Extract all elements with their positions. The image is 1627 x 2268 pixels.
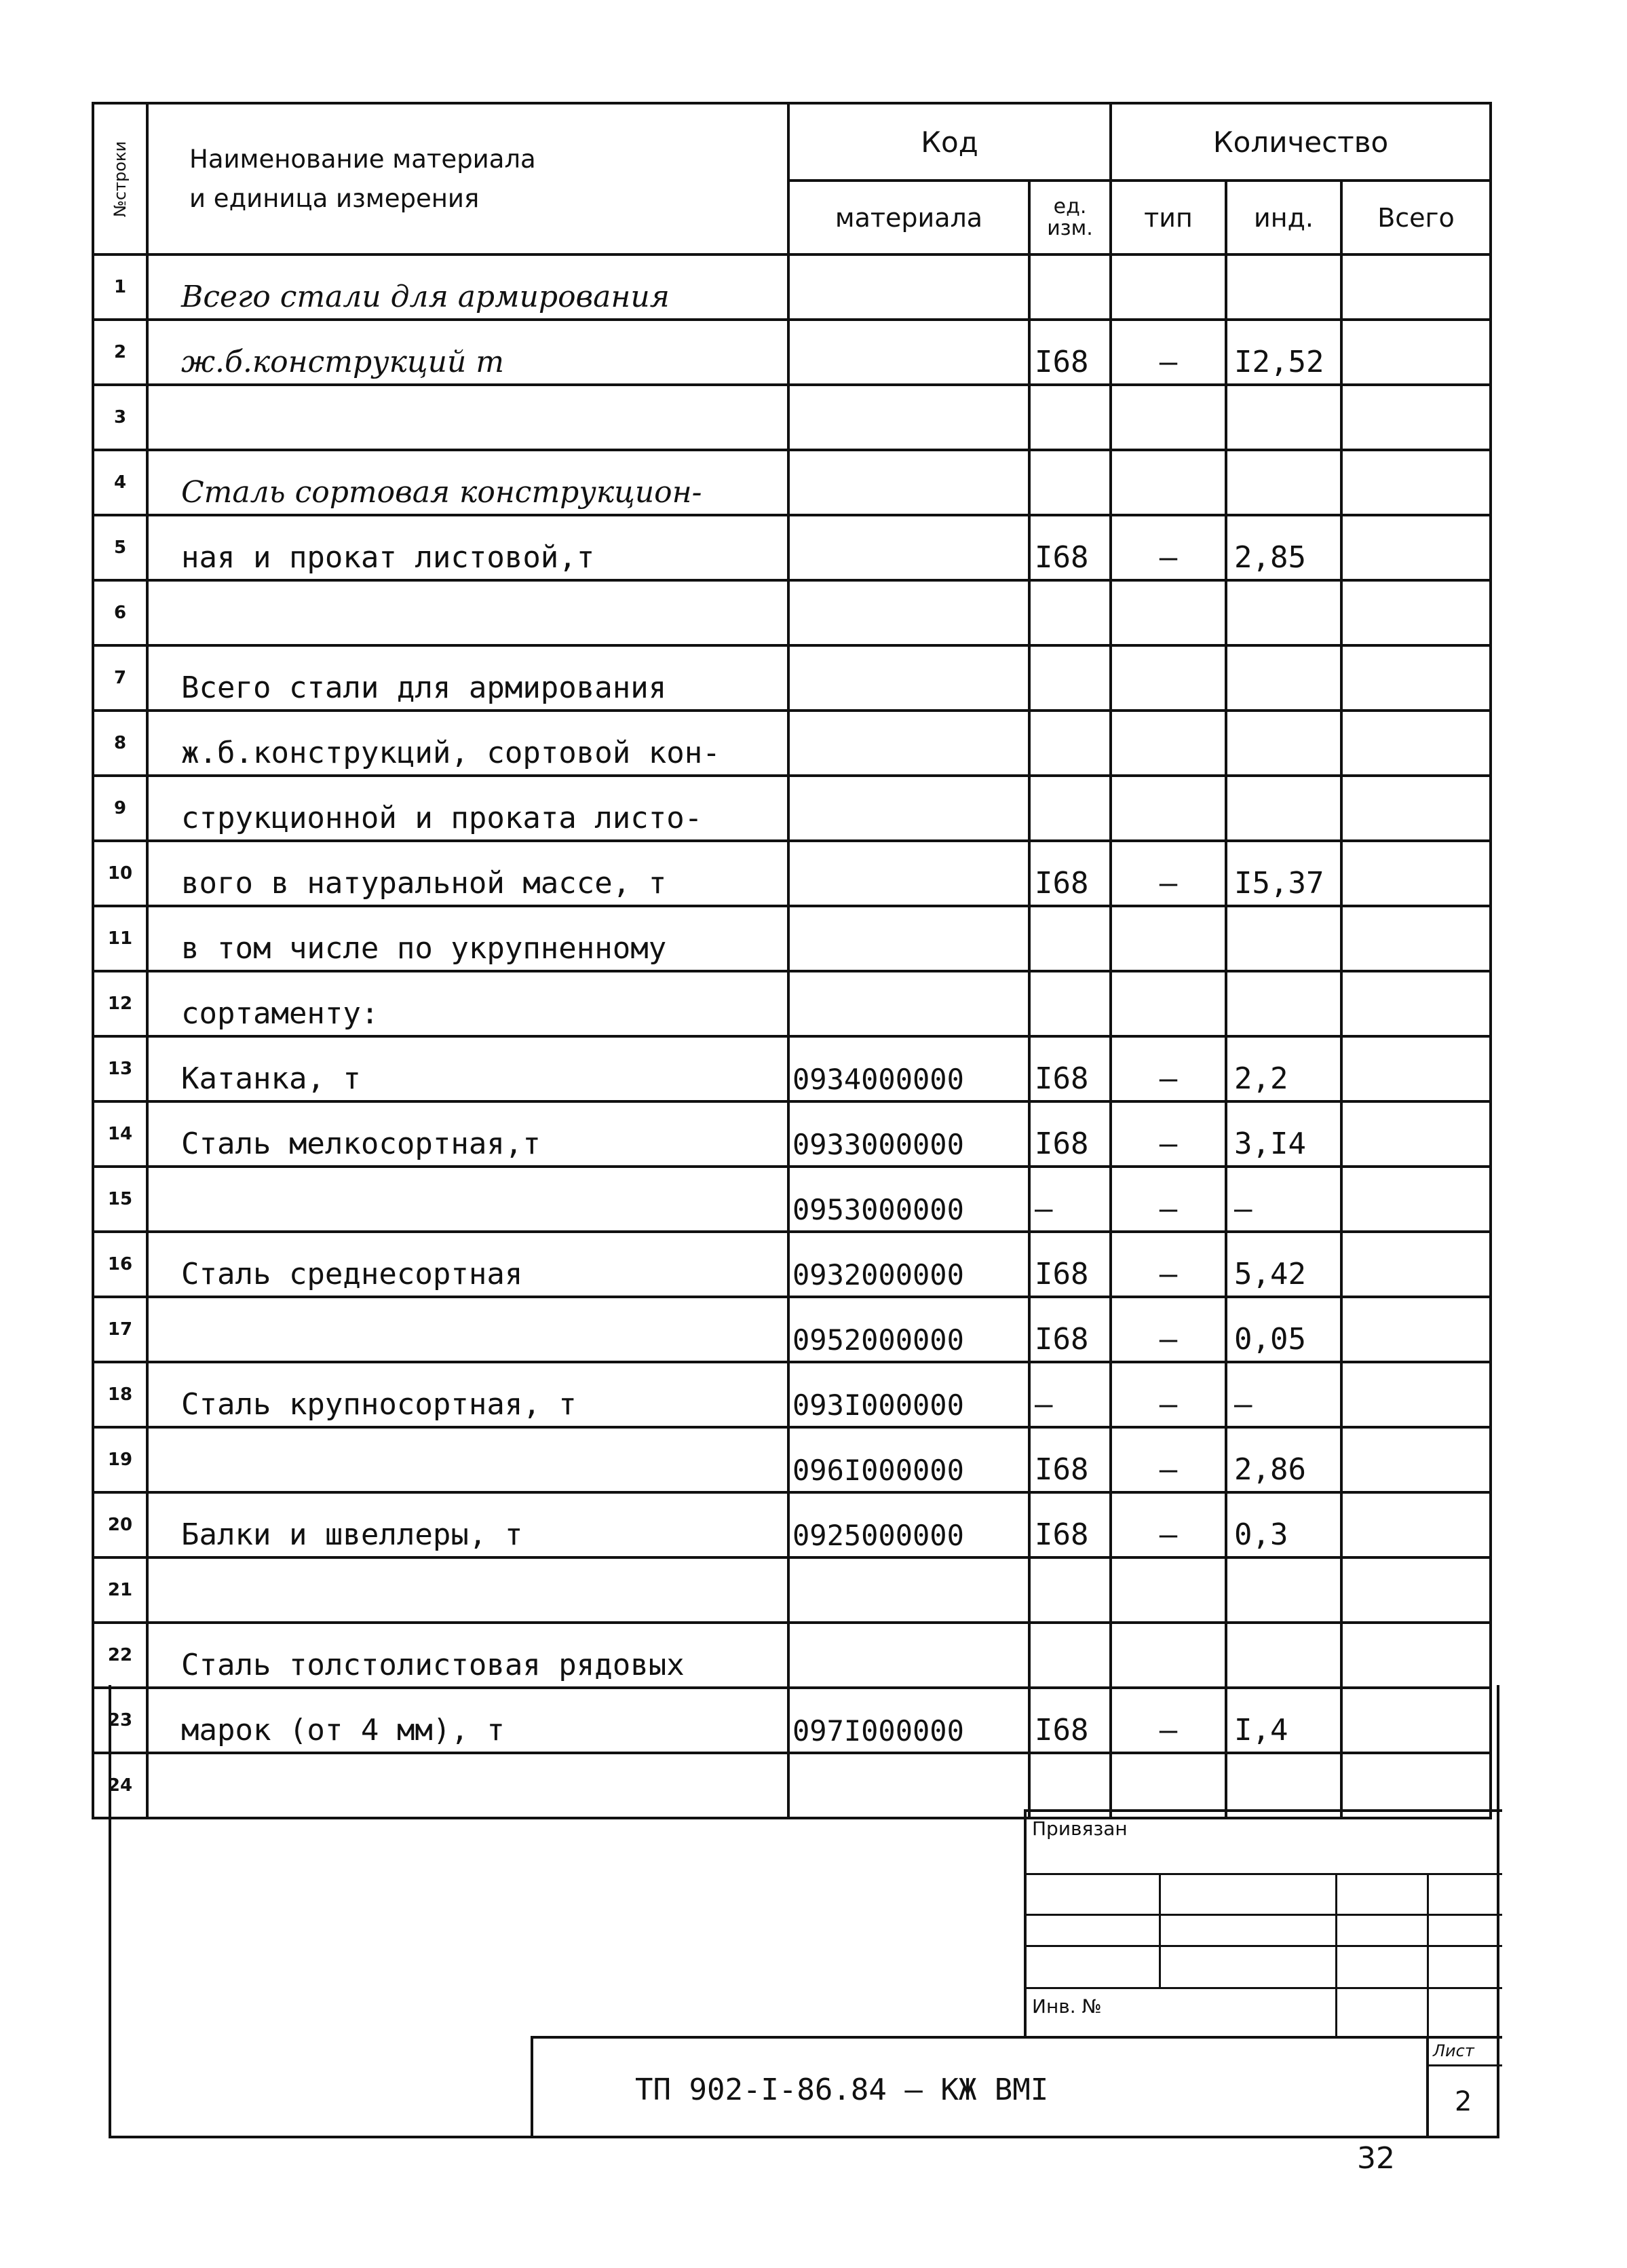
document-code: ТП 902-I-86.84 – КЖ ВМI (635, 2073, 1049, 2107)
quantity-type-cell (1111, 776, 1226, 841)
material-code-cell (788, 776, 1029, 841)
quantity-total-cell (1341, 1232, 1491, 1297)
materials-table-body (93, 254, 1491, 1818)
unit-code-cell: I68 (1029, 515, 1111, 580)
quantity-total-cell (1341, 580, 1491, 645)
quantity-total-cell (1341, 1427, 1491, 1492)
table-row (93, 1297, 1491, 1362)
quantity-total-cell (1341, 971, 1491, 1036)
row-number-cell: 20 (93, 1492, 147, 1557)
material-name-cell: ж.б.конструкций т (147, 320, 788, 385)
material-code-cell (788, 320, 1029, 385)
quantity-type-cell (1111, 254, 1226, 320)
page-number: 32 (1357, 2141, 1395, 2176)
table-row (93, 711, 1491, 776)
quantity-ind-cell (1226, 385, 1341, 450)
row-number-cell: 6 (93, 580, 147, 645)
material-code-cell (788, 971, 1029, 1036)
quantity-ind-cell (1226, 1623, 1341, 1688)
sheet-number: 2 (1455, 2086, 1472, 2117)
quantity-total-cell (1341, 906, 1491, 971)
quantity-type-cell: – (1111, 1297, 1226, 1362)
row-number-cell: 3 (93, 385, 147, 450)
quantity-total-cell (1341, 515, 1491, 580)
material-name-cell: Сталь толстолистовая рядовых (147, 1623, 788, 1688)
quantity-ind-cell (1226, 906, 1341, 971)
material-name-cell: Сталь мелкосортная,т (147, 1101, 788, 1167)
quantity-type-cell (1111, 1623, 1226, 1688)
quantity-type-cell (1111, 971, 1226, 1036)
title-block-frame (109, 1685, 1499, 2138)
quantity-ind-cell: – (1226, 1167, 1341, 1232)
code-group-header: Код (788, 103, 1111, 181)
row-number-cell: 13 (93, 1036, 147, 1101)
unit-code-cell (1029, 580, 1111, 645)
quantity-total-cell (1341, 385, 1491, 450)
table-row (93, 1101, 1491, 1167)
unit-code-cell (1029, 385, 1111, 450)
quantity-total-cell (1341, 1101, 1491, 1167)
quantity-ind-cell: 0,3 (1226, 1492, 1341, 1557)
quantity-ind-cell: 0,05 (1226, 1297, 1341, 1362)
row-number-cell: 11 (93, 906, 147, 971)
quantity-type-cell (1111, 1557, 1226, 1623)
material-code-cell (788, 711, 1029, 776)
quantity-type-cell: – (1111, 1232, 1226, 1297)
quantity-type-cell: – (1111, 320, 1226, 385)
quantity-ind-cell (1226, 776, 1341, 841)
table-row (93, 971, 1491, 1036)
unit-code-cell: I68 (1029, 320, 1111, 385)
row-number-cell: 14 (93, 1101, 147, 1167)
quantity-ind-cell: 2,86 (1226, 1427, 1341, 1492)
material-name-cell: сортаменту: (147, 971, 788, 1036)
quantity-type-cell (1111, 450, 1226, 515)
quantity-ind-cell: I2,52 (1226, 320, 1341, 385)
material-code-cell (788, 906, 1029, 971)
table-row (93, 1557, 1491, 1623)
material-name-cell (147, 1427, 788, 1492)
row-number-cell: 22 (93, 1623, 147, 1688)
quantity-ind-cell: – (1226, 1362, 1341, 1427)
unit-code-cell (1029, 450, 1111, 515)
row-number-cell: 8 (93, 711, 147, 776)
approval-divider (1027, 1914, 1502, 1916)
sheet-divider (1429, 2064, 1502, 2066)
material-name-cell (147, 1557, 788, 1623)
unit-code-cell: – (1029, 1167, 1111, 1232)
material-name-cell: Катанка, т (147, 1036, 788, 1101)
table-row (93, 1492, 1491, 1557)
table-row (93, 841, 1491, 906)
inventory-label: Инв. № (1032, 1995, 1102, 2018)
quantity-ind-cell (1226, 645, 1341, 711)
quantity-total-cell (1341, 841, 1491, 906)
approval-column-divider (1427, 1873, 1429, 2039)
unit-code-cell: I68 (1029, 841, 1111, 906)
row-number-cell: 10 (93, 841, 147, 906)
row-number-header: №строки (93, 103, 147, 254)
material-code-cell (788, 385, 1029, 450)
quantity-total-cell (1341, 711, 1491, 776)
material-code-cell: 096I000000 (788, 1427, 1029, 1492)
quantity-type-cell: – (1111, 1362, 1226, 1427)
material-code-cell (788, 580, 1029, 645)
quantity-type-cell: – (1111, 515, 1226, 580)
material-name-cell (147, 385, 788, 450)
approval-label: Привязан (1032, 1817, 1128, 1840)
sheet-cell (1426, 2039, 1502, 2138)
material-code-cell (788, 1557, 1029, 1623)
quantity-ind-cell: 2,2 (1226, 1036, 1341, 1101)
table-row (93, 385, 1491, 450)
material-name-header: Наименование материала и единица измерения (147, 103, 788, 254)
material-code-cell: 0932000000 (788, 1232, 1029, 1297)
material-code-cell (788, 515, 1029, 580)
unit-code-cell (1029, 906, 1111, 971)
table-row (93, 1362, 1491, 1427)
material-code-cell: 0934000000 (788, 1036, 1029, 1101)
unit-code-cell (1029, 1623, 1111, 1688)
document-title-block (531, 2036, 1502, 2138)
table-row (93, 450, 1491, 515)
row-number-cell: 1 (93, 254, 147, 320)
material-code-cell (788, 645, 1029, 711)
row-number-cell: 19 (93, 1427, 147, 1492)
quantity-ind-cell (1226, 971, 1341, 1036)
material-name-cell: марок (от 4 мм), т (147, 1688, 788, 1753)
quantity-total-cell (1341, 1297, 1491, 1362)
material-code-cell: 0925000000 (788, 1492, 1029, 1557)
approval-column-divider (1335, 1873, 1337, 2039)
row-number-cell: 23 (93, 1688, 147, 1753)
quantity-ind-cell: 3,I4 (1226, 1101, 1341, 1167)
table-row (93, 645, 1491, 711)
unit-code-cell: I68 (1029, 1492, 1111, 1557)
material-name-cell: ная и прокат листовой,т (147, 515, 788, 580)
quantity-type-cell (1111, 645, 1226, 711)
unit-code-cell (1029, 645, 1111, 711)
sheet-label: Лист (1433, 2041, 1474, 2060)
quantity-type-cell: – (1111, 1427, 1226, 1492)
quantity-type-cell: – (1111, 1688, 1226, 1753)
quantity-ind-cell (1226, 711, 1341, 776)
material-name-cell (147, 1297, 788, 1362)
table-row (93, 1036, 1491, 1101)
unit-code-cell: I68 (1029, 1232, 1111, 1297)
quantity-total-header: Всего (1341, 181, 1491, 254)
unit-code-cell: – (1029, 1362, 1111, 1427)
material-code-cell (788, 254, 1029, 320)
unit-code-cell (1029, 971, 1111, 1036)
material-name-cell: Сталь сортовая конструкцион- (147, 450, 788, 515)
quantity-total-cell (1341, 1167, 1491, 1232)
quantity-type-cell: – (1111, 1167, 1226, 1232)
material-name-cell: Балки и швеллеры, т (147, 1492, 788, 1557)
unit-code-cell (1029, 1557, 1111, 1623)
material-name-cell: Всего стали для армирования (147, 254, 788, 320)
unit-code-cell: I68 (1029, 1036, 1111, 1101)
quantity-type-cell: – (1111, 1036, 1226, 1101)
quantity-type-cell (1111, 580, 1226, 645)
quantity-type-header: тип (1111, 181, 1226, 254)
unit-code-cell: I68 (1029, 1427, 1111, 1492)
material-code-header: материала (788, 181, 1029, 254)
row-number-cell: 2 (93, 320, 147, 385)
quantity-group-header: Количество (1111, 103, 1491, 181)
approval-block (1024, 1809, 1502, 2036)
quantity-ind-cell (1226, 1557, 1341, 1623)
quantity-ind-cell: 5,42 (1226, 1232, 1341, 1297)
unit-code-cell (1029, 776, 1111, 841)
material-name-cell: Сталь крупносортная, т (147, 1362, 788, 1427)
row-number-cell: 7 (93, 645, 147, 711)
unit-code-cell: I68 (1029, 1101, 1111, 1167)
material-name-cell (147, 580, 788, 645)
table-row (93, 1167, 1491, 1232)
material-name-cell (147, 1167, 788, 1232)
material-code-cell: 0933000000 (788, 1101, 1029, 1167)
quantity-ind-cell (1226, 580, 1341, 645)
material-name-cell: вого в натуральной массе, т (147, 841, 788, 906)
quantity-total-cell (1341, 776, 1491, 841)
material-name-cell: Сталь среднесортная (147, 1232, 788, 1297)
quantity-total-cell (1341, 450, 1491, 515)
material-code-cell: 0953000000 (788, 1167, 1029, 1232)
quantity-total-cell (1341, 1362, 1491, 1427)
approval-divider (1027, 1873, 1502, 1875)
approval-divider (1027, 1945, 1502, 1947)
unit-code-header: ед. изм. (1029, 181, 1111, 254)
table-row (93, 776, 1491, 841)
row-number-cell: 4 (93, 450, 147, 515)
material-name-cell: струкционной и проката листо- (147, 776, 788, 841)
materials-table (92, 102, 1492, 1819)
quantity-type-cell (1111, 906, 1226, 971)
material-code-cell (788, 1623, 1029, 1688)
unit-code-cell (1029, 711, 1111, 776)
quantity-total-cell (1341, 1557, 1491, 1623)
row-number-cell: 21 (93, 1557, 147, 1623)
table-row (93, 1623, 1491, 1688)
material-code-cell: 0952000000 (788, 1297, 1029, 1362)
quantity-ind-cell (1226, 254, 1341, 320)
quantity-type-cell: – (1111, 1492, 1226, 1557)
material-code-cell: 097I000000 (788, 1688, 1029, 1753)
row-number-cell: 15 (93, 1167, 147, 1232)
table-row (93, 1427, 1491, 1492)
quantity-ind-header: инд. (1226, 181, 1341, 254)
material-name-cell: ж.б.конструкций, сортовой кон- (147, 711, 788, 776)
quantity-ind-cell (1226, 450, 1341, 515)
quantity-type-cell (1111, 385, 1226, 450)
row-number-cell: 12 (93, 971, 147, 1036)
table-row (93, 906, 1491, 971)
quantity-total-cell (1341, 1623, 1491, 1688)
quantity-total-cell (1341, 320, 1491, 385)
material-code-cell: 093I000000 (788, 1362, 1029, 1427)
material-name-cell: в том числе по укрупненному (147, 906, 788, 971)
unit-code-cell (1029, 254, 1111, 320)
row-number-cell: 9 (93, 776, 147, 841)
row-number-cell: 17 (93, 1297, 147, 1362)
quantity-total-cell (1341, 1492, 1491, 1557)
table-row (93, 1232, 1491, 1297)
table-row (93, 254, 1491, 320)
table-row (93, 515, 1491, 580)
quantity-total-cell (1341, 645, 1491, 711)
quantity-ind-cell: 2,85 (1226, 515, 1341, 580)
quantity-total-cell (1341, 254, 1491, 320)
quantity-total-cell (1341, 1036, 1491, 1101)
material-code-cell (788, 450, 1029, 515)
row-number-cell: 5 (93, 515, 147, 580)
row-number-cell: 18 (93, 1362, 147, 1427)
unit-code-cell: I68 (1029, 1688, 1111, 1753)
quantity-type-cell (1111, 711, 1226, 776)
approval-column-divider (1159, 1873, 1161, 1987)
quantity-ind-cell: I5,37 (1226, 841, 1341, 906)
material-code-cell (788, 841, 1029, 906)
row-number-cell: 24 (93, 1753, 147, 1818)
quantity-type-cell: – (1111, 841, 1226, 906)
quantity-ind-cell: I,4 (1226, 1688, 1341, 1753)
row-number-cell: 16 (93, 1232, 147, 1297)
quantity-type-cell: – (1111, 1101, 1226, 1167)
approval-divider (1027, 1987, 1502, 1989)
unit-code-cell: I68 (1029, 1297, 1111, 1362)
material-name-cell: Всего стали для армирования (147, 645, 788, 711)
table-row (93, 320, 1491, 385)
table-row (93, 580, 1491, 645)
